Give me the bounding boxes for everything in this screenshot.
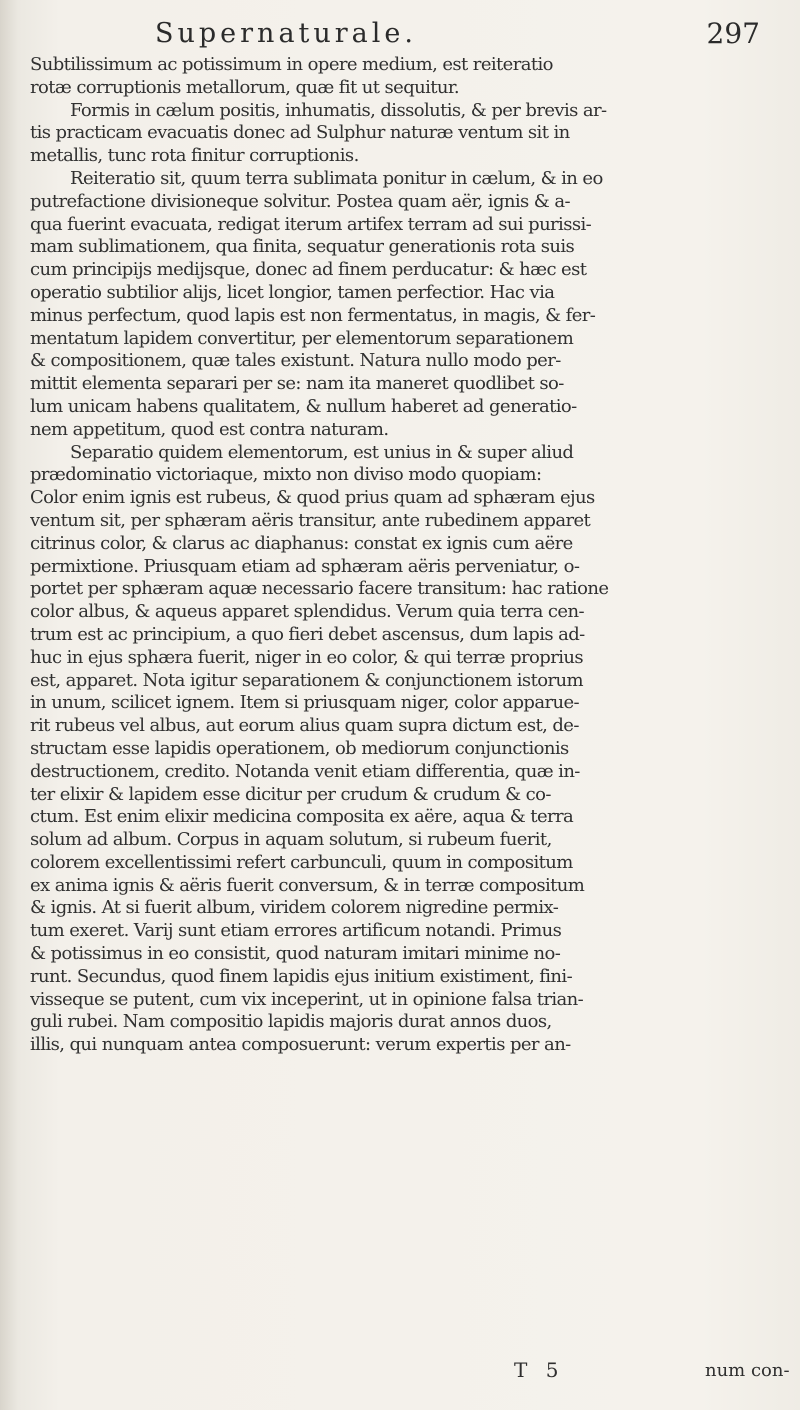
text-line: destructionem, credito. Notanda venit etiam differentia, quæ in- [30,760,580,782]
text-line: guli rubei. Nam compositio lapidis majoris durat annos duos, [30,1011,552,1033]
text-line: mentatum lapidem convertitur, per elementorum separationem [30,327,574,349]
text-line: & potissimus in eo consistit, quod naturam imitari minime no- [30,943,561,965]
text-line: solum ad album. Corpus in aquam solutum, si rubeum fuerit, [30,829,552,851]
text-line: mittit elementa separari per se: nam ita maneret quodlibet so- [30,373,564,395]
page-header [70,14,760,54]
text-line: operatio subtilior alijs, licet longior, tamen perfectior. Hac via [30,281,555,303]
text-line: minus perfectum, quod lapis est non fermentatus, in magis, & fer- [30,304,596,326]
text-line: putrefactione divisioneque solvitur. Postea quam aër, ignis & a- [30,190,570,212]
text-line: runt. Secundus, quod finem lapidis ejus initium existiment, fini- [30,965,573,987]
text-line: & compositionem, quæ tales existunt. Natura nullo modo per- [30,350,561,372]
body-text [30,54,770,1057]
text-line: mam sublimationem, qua finita, sequatur generationis rota suis [30,236,575,258]
running-head: Supernaturale. [155,18,417,49]
text-line: nem appetitum, quod est contra naturam. [30,418,389,440]
text-line: rotæ corruptionis metallorum, quæ fit ut sequitur. [30,76,460,98]
text-line: ter elixir & lapidem esse dicitur per crudum & crudum & co- [30,783,551,805]
text-line: portet per sphæram aquæ necessario facere transitum: hac ratione [30,578,609,600]
text-line: ex anima ignis & aëris fuerit conversum, & in terræ compositum [30,874,585,896]
text-line: illis, qui nunquam antea composuerunt: verum expertis per an- [30,1034,571,1056]
text-line: lum unicam habens qualitatem, & nullum haberet ad generatio- [30,395,577,417]
text-line: trum est ac principium, a quo fieri debet ascensus, dum lapis ad- [30,623,585,645]
text-line: Separatio quidem elementorum, est unius in & super aliud [70,441,574,463]
text-line: tum exeret. Varij sunt etiam errores artificum notandi. Primus [30,920,562,942]
text-line: tis practicam evacuatis donec ad Sulphur naturæ ventum sit in [30,122,570,144]
text-line: & ignis. At si fuerit album, viridem colorem nigredine permix- [30,897,559,919]
text-line: Color enim ignis est rubeus, & quod prius quam ad sphæram ejus [30,487,595,509]
text-line: est, apparet. Nota igitur separationem & conjunctionem istorum [30,669,583,691]
signature-mark: T 5 [514,1358,565,1382]
catchword: num con- [705,1360,790,1381]
text-line: ventum sit, per sphæram aëris transitur, ante rubedinem apparet [30,509,591,531]
text-line: rit rubeus vel albus, aut eorum alius quam supra dictum est, de- [30,715,579,737]
page-number: 297 [706,17,760,50]
text-line: Formis in cælum positis, inhumatis, dissolutis, & per brevis ar- [70,99,607,121]
text-line: metallis, tunc rota finitur corruptionis. [30,145,359,167]
text-line: structam esse lapidis operationem, ob mediorum conjunctionis [30,737,569,759]
text-line: Subtilissimum ac potissimum in opere medium, est reiteratio [30,54,553,75]
text-line: qua fuerint evacuata, redigat iterum artifex terram ad sui purissi- [30,213,592,235]
text-line: prædominatio victoriaque, mixto non diviso modo quopiam: [30,464,542,486]
text-line: cum principijs medijsque, donec ad finem perducatur: & hæc est [30,259,587,281]
text-line: ctum. Est enim elixir medicina composita ex aëre, aqua & terra [30,806,574,828]
text-line: Reiteratio sit, quum terra sublimata ponitur in cælum, & in eo [70,167,603,189]
text-line: color albus, & aqueus apparet splendidus. Verum quia terra cen- [30,601,584,623]
text-line: huc in ejus sphæra fuerit, niger in eo color, & qui terræ proprius [30,646,583,668]
text-line: visseque se putent, cum vix inceperint, ut in opinione falsa trian- [30,988,584,1010]
text-line: citrinus color, & clarus ac diaphanus: constat ex ignis cum aëre [30,532,573,554]
text-line: in unum, scilicet ignem. Item si priusquam niger, color apparue- [30,692,579,714]
text-line: permixtione. Priusquam etiam ad sphæram aëris perveniatur, o- [30,555,580,577]
text-line: colorem excellentissimi refert carbunculi, quum in compositum [30,851,573,873]
